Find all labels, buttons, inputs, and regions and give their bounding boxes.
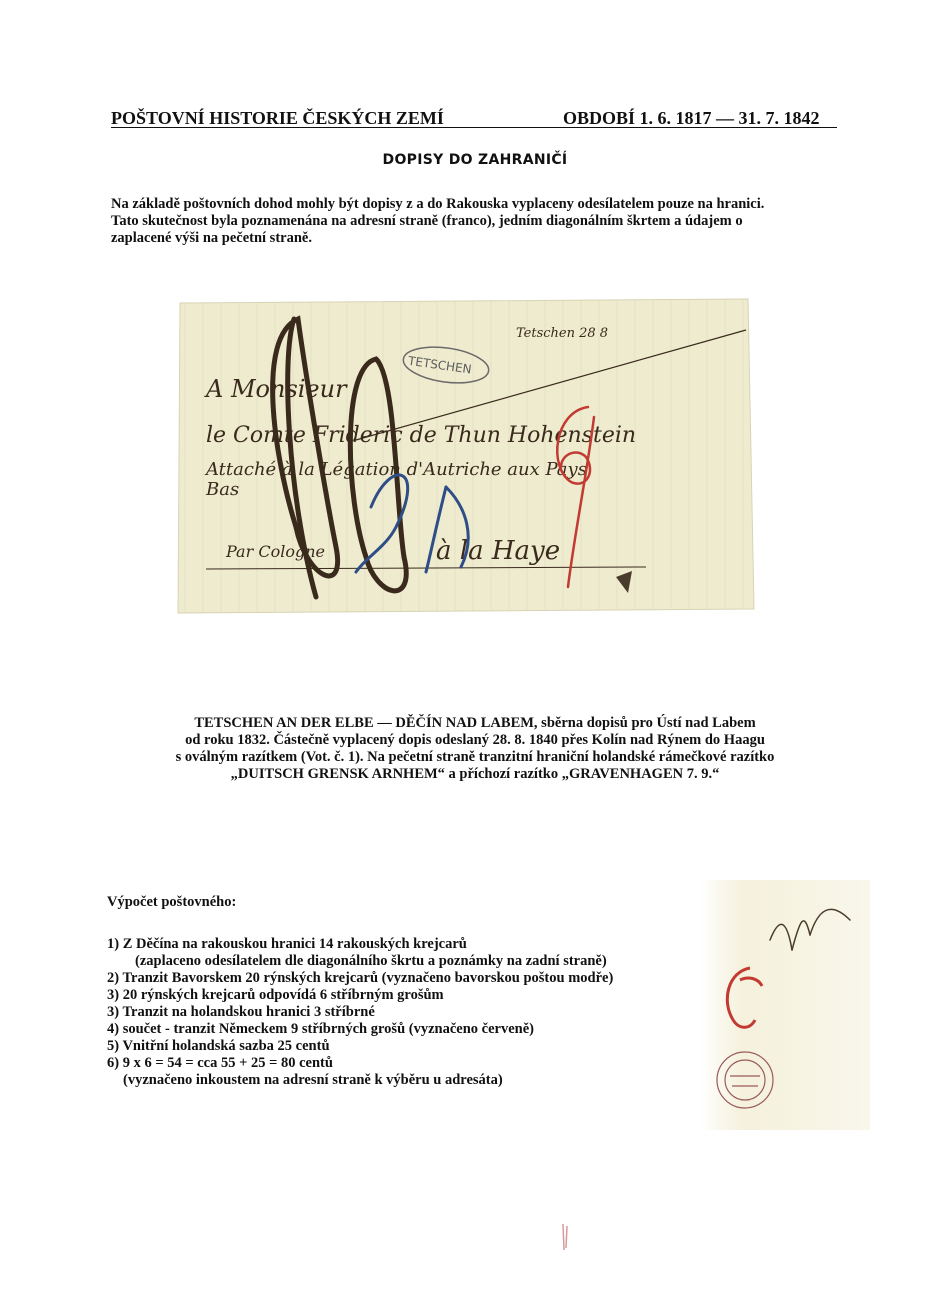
letter-caption <box>0 715 950 783</box>
caption-line: od roku 1832. Částečně vyplacený dopis odeslaný 28. 8. 1840 přes Kolín nad Rýnem do Haagu <box>185 732 765 748</box>
pencil-mark <box>560 1222 570 1252</box>
calc-line: 5) Vnitřní holandská sazba 25 centů <box>107 1038 330 1054</box>
caption-line: s oválným razítkem (Vot. č. 1). Na pečetní straně tranzitní hraniční holandské rámečkové razítko <box>175 749 775 765</box>
intro-paragraph <box>111 196 851 247</box>
postage-calculation-title: Výpočet poštovného: <box>107 894 237 910</box>
calc-line: 3) Tranzit na holandskou hranici 3 stříbrné <box>107 1004 375 1020</box>
handwriting-salutation: A Monsieur <box>206 375 347 403</box>
intro-line: Tato skutečnost byla poznamenána na adresní straně (franco), jedním diagonálním škrtem a údajem o <box>111 213 743 229</box>
calc-line: (vyznačeno inkoustem na adresní straně k výběru u adresáta) <box>123 1072 503 1088</box>
handwriting-addressee: le Comte Frideric de Thun Hohenstein <box>206 423 637 448</box>
header-rule <box>111 127 837 128</box>
handwriting-bas: Bas <box>206 479 240 500</box>
postage-calculation-list <box>107 936 613 1089</box>
letter-image <box>176 297 756 615</box>
calc-line: 4) součet - tranzit Německem 9 stříbrných grošů (vyznačeno červeně) <box>107 1021 534 1037</box>
caption-line: „DUITSCH GRENSK ARNHEM“ a příchozí razítko „GRAVENHAGEN 7. 9.“ <box>230 766 720 782</box>
handwriting-route: Par Cologne <box>226 542 325 561</box>
handwriting-destination: à la Haye <box>436 536 561 566</box>
calc-line: (zaplaceno odesílatelem dle diagonálního škrtu a poznámky na zadní straně) <box>135 953 607 969</box>
intro-line: Na základě poštovních dohod mohly být dopisy z a do Rakouska vyplaceny odesílatelem pouze na hranici. <box>111 196 765 212</box>
calc-line: 2) Tranzit Bavorskem 20 rýnských krejcarů (vyznačeno bavorskou poštou modře) <box>107 970 614 986</box>
intro-line: zaplacené výši na pečetní straně. <box>111 230 312 246</box>
section-title: DOPISY DO ZAHRANIČÍ <box>382 152 568 168</box>
letter-backside-image <box>700 880 870 1130</box>
header-right-period: OBDOBÍ 1. 6. 1817 — 31. 7. 1842 <box>563 108 820 128</box>
caption-line: TETSCHEN AN DER ELBE — DĚČÍN NAD LABEM, sběrna dopisů pro Ústí nad Labem <box>194 715 756 731</box>
handwriting-position: Attaché à la Légation d'Autriche aux Pays <box>206 459 587 480</box>
calc-line: 1) Z Děčína na rakouskou hranici 14 rakouských krejcarů <box>107 936 467 952</box>
handwriting-date: Tetschen 28 8 <box>516 326 609 341</box>
calc-line: 6) 9 x 6 = 54 = cca 55 + 25 = 80 centů <box>107 1055 333 1071</box>
postmark-text: TETSCHEN <box>407 353 473 377</box>
header-left-title: POŠTOVNÍ HISTORIE ČESKÝCH ZEMÍ <box>111 108 444 128</box>
calc-line: 3) 20 rýnských krejcarů odpovídá 6 stříbrným grošům <box>107 987 444 1003</box>
